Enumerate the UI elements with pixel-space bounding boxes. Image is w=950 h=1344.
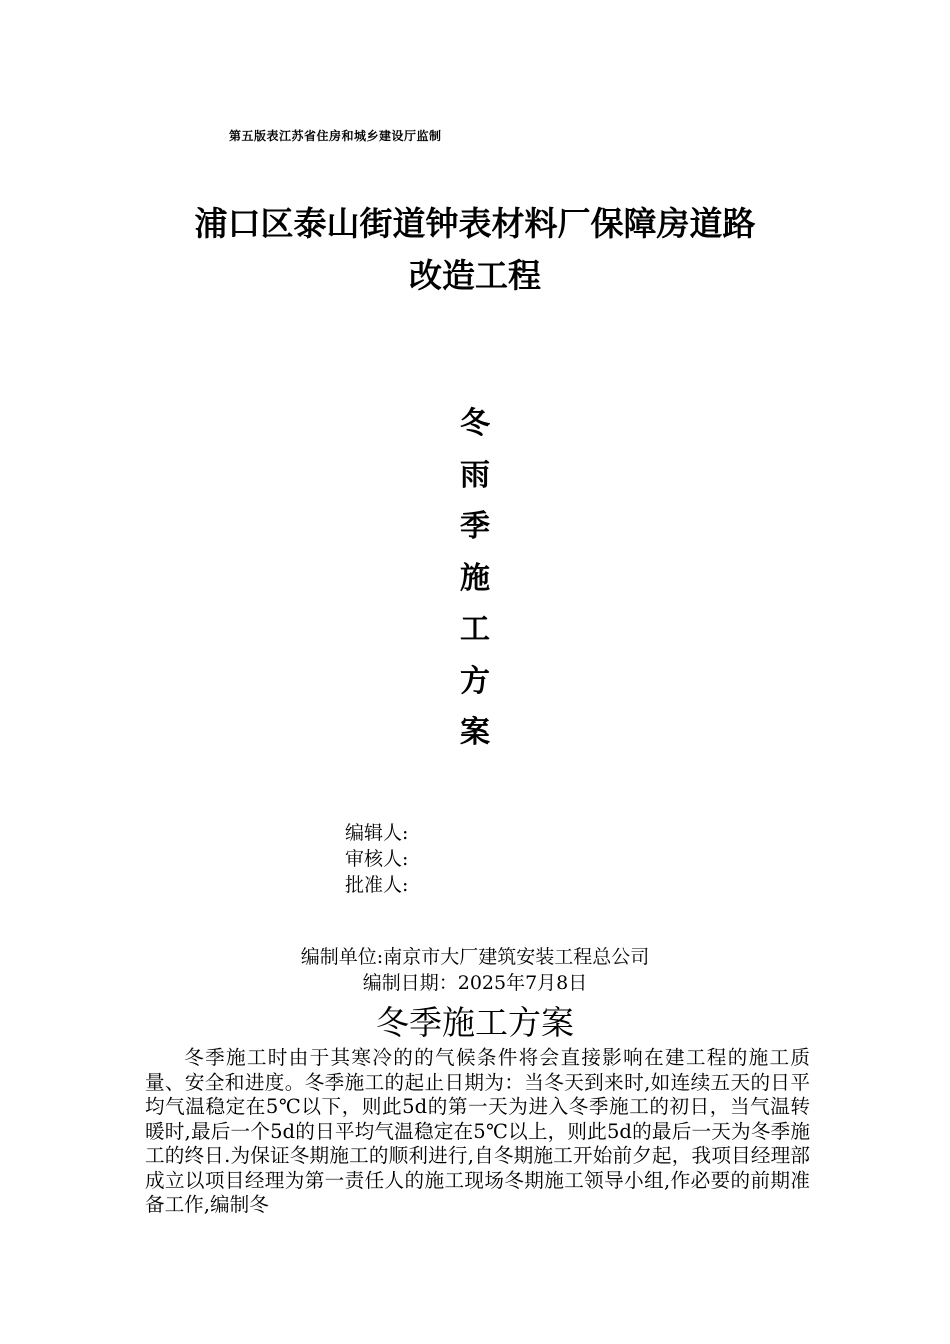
vertical-title-char: 案 — [460, 715, 490, 750]
section-heading: 冬季施工方案 — [376, 1003, 574, 1042]
compiler-unit: 编制单位:南京市大厂建筑安装工程总公司 — [300, 946, 650, 968]
approver-label: 批准人: — [345, 874, 409, 896]
vertical-title-char: 工 — [460, 612, 490, 647]
vertical-title-char: 方 — [460, 663, 490, 699]
project-title-line2: 改造工程 — [409, 256, 541, 295]
header-note: 第五版表江苏省住房和城乡建设厅监制 — [229, 129, 442, 143]
project-title-line1: 浦口区泰山街道钟表材料厂保障房道路 — [194, 204, 756, 243]
vertical-title-char: 雨 — [460, 457, 490, 493]
editor-label: 编辑人: — [345, 822, 409, 844]
reviewer-label: 审核人: — [345, 848, 409, 870]
vertical-title-char: 季 — [460, 509, 490, 544]
vertical-title-char: 冬 — [460, 406, 490, 441]
body-paragraph: 冬季施工时由于其寒冷的的气候条件将会直接影响在建工程的施工质量、安全和进度。冬季施工的起止日期为：当冬天到来时,如连续五天的日平均气温稳定在5℃以下，则此5d的第一天为进入冬季施工的初日，当气温转暖时,最后一个5d的日平均气温稳定在5℃以上，则此5d的最后一天为冬季施工的终日.为保证冬期施工的顺利进行,自冬期施工开始前夕起，我项目经理部成立以项目经理为第一责任人的施工现场冬期施工领导小组,作必要的前期准备工作,编制冬 — [145, 1046, 810, 1216]
vertical-document-title — [455, 398, 495, 759]
compile-date: 编制日期：2025年7月8日 — [362, 972, 588, 994]
vertical-title-char: 施 — [460, 560, 490, 596]
signature-block — [345, 820, 408, 898]
